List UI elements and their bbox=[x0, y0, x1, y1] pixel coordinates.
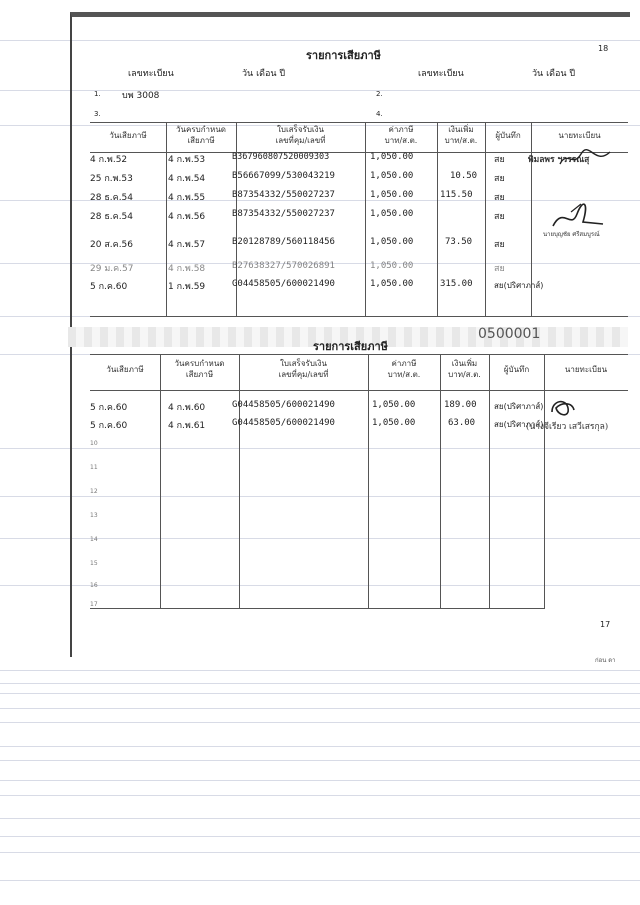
cell-receipt: B20128789/560118456 bbox=[232, 237, 335, 247]
cell-receipt: B367960807520009303 bbox=[232, 152, 330, 162]
cell-tax: 1,050.00 bbox=[370, 190, 414, 200]
cell-receipt: B56667099/530043219 bbox=[232, 171, 335, 181]
row-number: 12 bbox=[90, 488, 98, 495]
bottom-header-registrar: นายทะเบียน bbox=[564, 365, 608, 374]
top-header-registrar: นายทะเบียน bbox=[558, 131, 601, 140]
cell-paid-date: 5 ก.ค.60 bbox=[90, 403, 128, 413]
registrar-signature-bottom bbox=[548, 396, 578, 418]
cell-paid-date: 4 ก.พ.52 bbox=[90, 155, 128, 165]
cell-tax: 1,050.00 bbox=[370, 171, 414, 181]
cell-receipt: G04458505/600021490 bbox=[232, 400, 335, 410]
row-number: 11 bbox=[90, 464, 98, 471]
cell-extra: 10.50 bbox=[450, 171, 478, 181]
cell-due-date: 4 ก.พ.61 bbox=[168, 421, 206, 431]
cell-recorder: สย(ปริศาภาส์) bbox=[494, 420, 544, 429]
row-number: 14 bbox=[90, 536, 98, 543]
cell-paid-date: 29 ม.ค.57 bbox=[90, 264, 134, 274]
bottom-section-title: รายการเสียภาษี bbox=[313, 340, 388, 353]
bottom-header-tax: ค่าภาษี บาท/ส.ต. bbox=[387, 359, 421, 379]
top-header-due: วันครบกำหนด เสียภาษี bbox=[176, 125, 226, 145]
cell-receipt: G04458505/600021490 bbox=[232, 279, 335, 289]
cell-tax: 1,050.00 bbox=[370, 237, 414, 247]
page-number-top: 18 bbox=[598, 44, 609, 53]
cell-paid-date: 28 ธ.ค.54 bbox=[90, 193, 134, 203]
row-number: 10 bbox=[90, 440, 98, 447]
registrar-signature-name: นายบุญชัย ศรีสมบูรณ์ bbox=[543, 231, 600, 238]
cell-receipt: G04458505/600021490 bbox=[232, 418, 335, 428]
row1-number: 1. bbox=[94, 90, 101, 98]
cell-paid-date: 20 ส.ค.56 bbox=[90, 240, 134, 250]
row-number: 13 bbox=[90, 512, 98, 519]
row2-number: 2. bbox=[376, 90, 383, 98]
top-header-paid: วันเสียภาษี bbox=[109, 131, 147, 140]
cell-receipt: B27638327/570026891 bbox=[232, 261, 335, 271]
cell-due-date: 4 ก.พ.58 bbox=[168, 264, 206, 274]
row4-number: 4. bbox=[376, 110, 383, 118]
signature-mark bbox=[545, 200, 615, 232]
row1-registration-value: บพ 3008 bbox=[122, 91, 160, 101]
top-header-recorder: ผู้บันทึก bbox=[495, 131, 521, 140]
top-header-receipt: ใบเสร็จรับเงิน เลขที่คุม/เลขที่ bbox=[275, 125, 326, 145]
cell-tax: 1,050.00 bbox=[370, 261, 414, 271]
row3-number: 3. bbox=[94, 110, 101, 118]
cell-paid-date: 25 ก.พ.53 bbox=[90, 174, 133, 184]
top-header-extra: เงินเพิ่ม บาท/ส.ต. bbox=[444, 125, 478, 145]
cell-paid-date: 5 ก.ค.60 bbox=[90, 282, 128, 292]
cell-recorder: สย(ปริศาภาส์) bbox=[494, 281, 544, 290]
bottom-header-due: วันครบกำหนด เสียภาษี bbox=[174, 359, 225, 379]
cell-tax: 1,050.00 bbox=[372, 418, 416, 428]
date-right-label: วัน เดือน ปี bbox=[532, 69, 576, 79]
registrar-name-bottom: (นางจีเรียว เสวีเสรกุล) bbox=[526, 422, 609, 432]
row-number: 17 bbox=[90, 601, 98, 608]
cell-paid-date: 28 ธ.ค.54 bbox=[90, 212, 134, 222]
cell-due-date: 4 ก.พ.57 bbox=[168, 240, 206, 250]
page-corner-label: ก่อน ดา bbox=[595, 657, 616, 664]
serial-number: 0500001 bbox=[478, 326, 541, 342]
row-number: 15 bbox=[90, 560, 98, 567]
cell-tax: 1,050.00 bbox=[370, 152, 414, 162]
date-left-label: วัน เดือน ปี bbox=[242, 69, 286, 79]
top-header-tax: ค่าภาษี บาท/ส.ต. bbox=[384, 125, 418, 145]
reg-left-label: เลขทะเบียน bbox=[128, 69, 174, 79]
row-number: 16 bbox=[90, 582, 98, 589]
registrar-stamp-text: พิมลพร ฯวรรณสุ bbox=[528, 155, 590, 165]
cell-due-date: 4 ก.พ.55 bbox=[168, 193, 206, 203]
cell-due-date: 4 ก.พ.53 bbox=[168, 155, 206, 165]
top-section-title: รายการเสียภาษี bbox=[306, 49, 381, 62]
page-number-bottom: 17 bbox=[600, 620, 611, 629]
cell-extra: 115.50 bbox=[440, 190, 473, 200]
cell-recorder: สย bbox=[494, 264, 505, 274]
cell-recorder: สย bbox=[494, 240, 505, 250]
cell-receipt: B87354332/550027237 bbox=[232, 209, 335, 219]
reg-right-label: เลขทะเบียน bbox=[418, 69, 464, 79]
cell-recorder: สย(ปริศาภาส์) bbox=[494, 402, 544, 411]
cell-recorder: สย bbox=[494, 155, 505, 165]
cell-recorder: สย bbox=[494, 174, 505, 184]
cell-due-date: 4 ก.พ.56 bbox=[168, 212, 206, 222]
cell-due-date: 1 ก.พ.59 bbox=[168, 282, 206, 292]
cell-extra: 73.50 bbox=[445, 237, 473, 247]
cell-extra: 189.00 bbox=[444, 400, 477, 410]
bottom-header-receipt: ใบเสร็จรับเงิน เลขที่คุม/เลขที่ bbox=[278, 359, 329, 379]
cell-tax: 1,050.00 bbox=[372, 400, 416, 410]
bottom-header-recorder: ผู้บันทึก bbox=[503, 365, 530, 374]
bottom-header-paid: วันเสียภาษี bbox=[106, 365, 144, 374]
cell-recorder: สย bbox=[494, 212, 505, 222]
cell-due-date: 4 ก.พ.60 bbox=[168, 403, 206, 413]
cell-due-date: 4 ก.พ.54 bbox=[168, 174, 206, 184]
cell-recorder: สย bbox=[494, 193, 505, 203]
bottom-header-extra: เงินเพิ่ม บาท/ส.ต. bbox=[448, 359, 481, 379]
registrar-signature-top bbox=[555, 146, 615, 170]
cell-paid-date: 5 ก.ค.60 bbox=[90, 421, 128, 431]
cell-extra: 63.00 bbox=[448, 418, 476, 428]
cell-receipt: B87354332/550027237 bbox=[232, 190, 335, 200]
cell-tax: 1,050.00 bbox=[370, 279, 414, 289]
cell-extra: 315.00 bbox=[440, 279, 473, 289]
cell-tax: 1,050.00 bbox=[370, 209, 414, 219]
